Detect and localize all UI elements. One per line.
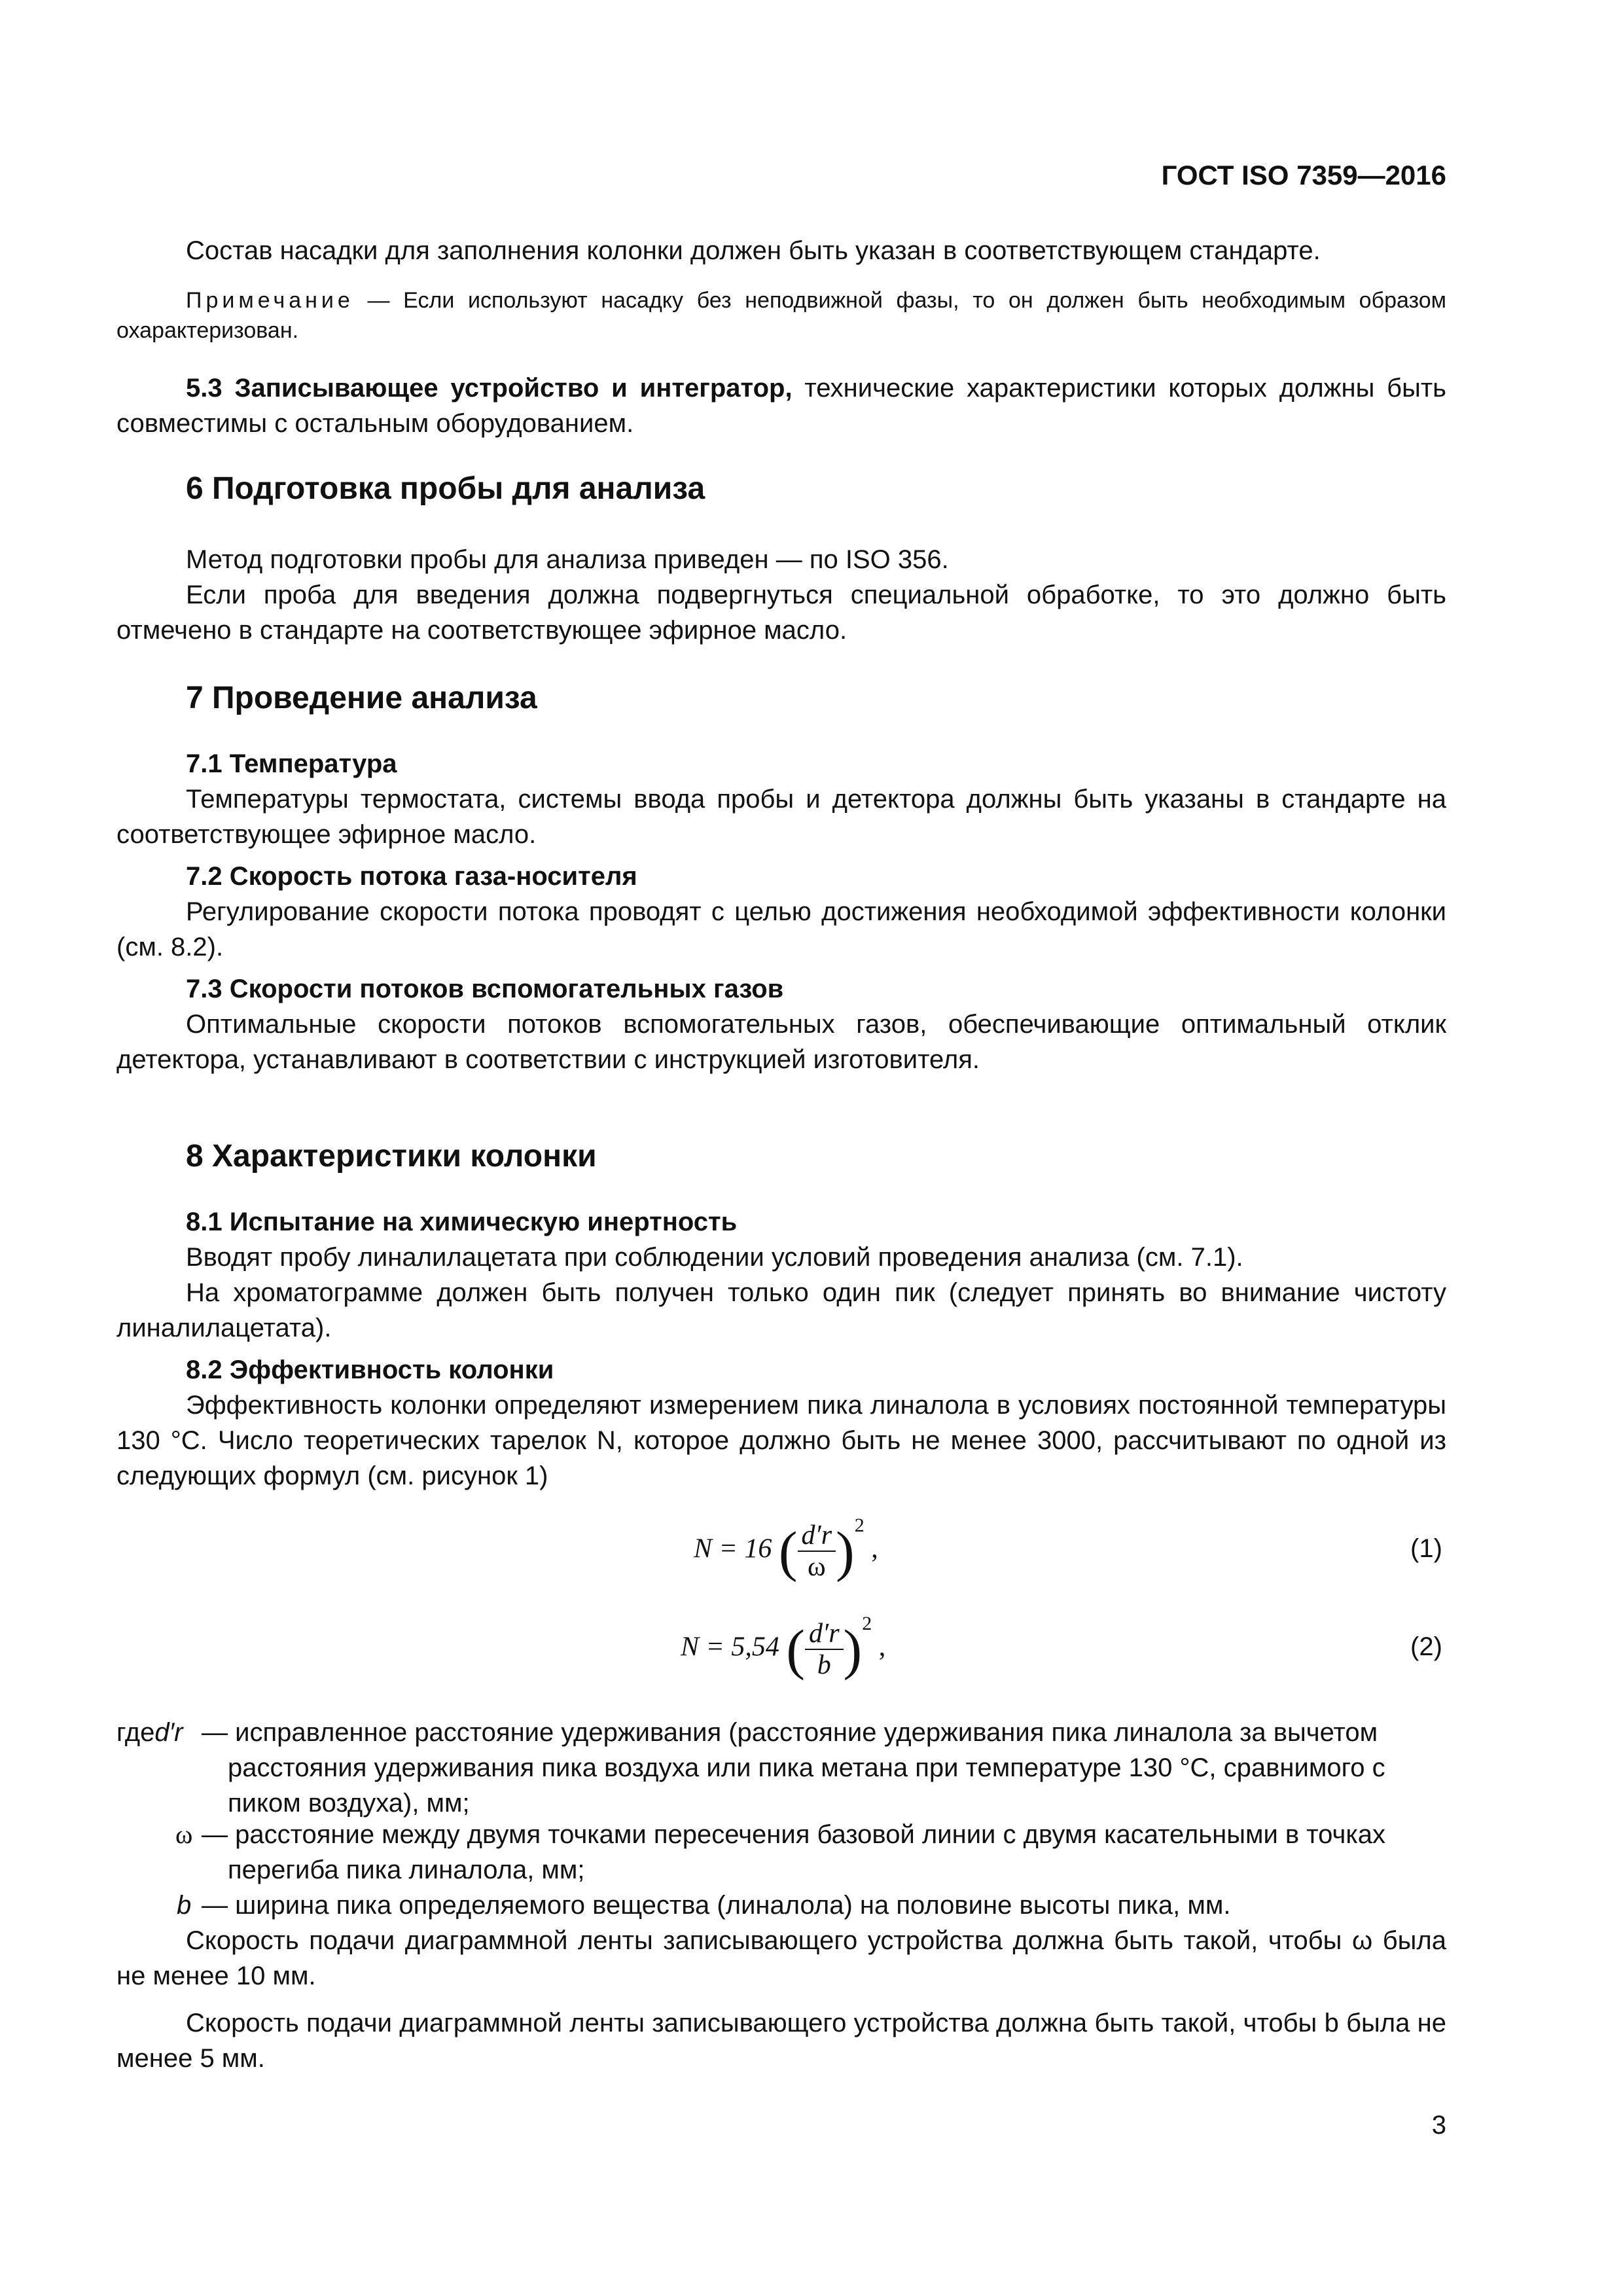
- formula-1-fraction: [798, 1520, 836, 1582]
- formula-1: N = 16 ( $\frac{d'r}{\omega}$ )$^2$ ,: [694, 1515, 878, 1583]
- closing-block: [116, 1923, 1446, 2076]
- note: [116, 285, 1446, 346]
- section-8-block: [116, 1139, 1446, 1494]
- subsection-8-1-heading: 8.1 Испытание на химическую инертность: [186, 1208, 738, 1236]
- symbol-b: b: [177, 1891, 192, 1920]
- formula-2-lhs: N = 5,54: [681, 1632, 779, 1662]
- section-5-block: [116, 233, 1446, 441]
- paragraph: На хроматограмме должен быть получен только один пик (следует принять во внимание чистоту линалилацетата).: [116, 1278, 1446, 1342]
- note-label: Примечание: [186, 288, 354, 313]
- paragraph: Вводят пробу линалилацетата при соблюдении условий проведения анализа (см. 7.1).: [186, 1243, 1243, 1272]
- formula-1-lhs: N = 16: [694, 1534, 772, 1564]
- formula-2-number: (2): [1410, 1632, 1442, 1661]
- subsection-5-3-text: технические характеристики которых должны быть совместимы с остальным оборудованием.: [116, 374, 1447, 438]
- paragraph: Температуры термостата, системы ввода пробы и детектора должны быть указаны в стандарте на соответствующее эфирное масло.: [116, 785, 1446, 849]
- symbol-omega: ω: [175, 1820, 193, 1849]
- formula-2-fraction: [805, 1619, 844, 1680]
- paragraph: Если проба для введения должна подвергнуться специальной обработке, то это должно быть отмечено в стандарте на соответствующее эфирное масло.: [116, 581, 1446, 645]
- paragraph: Состав насадки для заполнения колонки должен быть указан в соответствующем стандарте.: [186, 236, 1321, 265]
- section-6-heading: 6 Подготовка пробы для анализа: [186, 471, 705, 506]
- formula-2: N = 5,54 ( $\frac{d'r}{b}$ )$^2$ ,: [681, 1613, 886, 1681]
- paragraph: Эффективность колонки определяют измерением пика линалола в условиях постоянной температуры 130 °С. Число теоретических тарелок N, которое должно быть не менее 3000, рассчитывают по одной из следующих формул (см. рисунок 1): [116, 1391, 1446, 1490]
- formula-1-exponent: 2: [854, 1515, 865, 1536]
- formula-1-number: (1): [1410, 1534, 1442, 1563]
- subsection-5-3: [116, 370, 1446, 441]
- definition-d-text: — исправленное расстояние удерживания (расстояние удерживания пика линалола за вычетом расстояния удерживания пика воздуха или пика метана при температуре 130 °С, сравнимого с пиком воздуха), мм;: [202, 1718, 1385, 1818]
- paragraph: Метод подготовки пробы для анализа приведен — по ISO 356.: [186, 545, 949, 574]
- note-text: — Если используют насадку без неподвижной фазы, то он должен быть необходимым образом охарактеризован.: [116, 288, 1446, 343]
- formula-2-denominator: b: [817, 1650, 831, 1680]
- section-7-heading: 7 Проведение анализа: [186, 681, 537, 715]
- formula-2-tail: ,: [878, 1632, 886, 1662]
- symbol-d: d′r: [154, 1718, 183, 1747]
- formula-1-tail: ,: [871, 1534, 878, 1564]
- formula-1-denominator: ω: [807, 1552, 826, 1582]
- standard-header: ГОСТ ISO 7359—2016: [1161, 160, 1446, 190]
- paragraph: Скорость подачи диаграммной ленты записывающего устройства должна быть такой, чтобы ω была не менее 10 мм.: [116, 1926, 1446, 1990]
- paragraph: Оптимальные скорости потоков вспомогательных газов, обеспечивающие оптимальный отклик детектора, устанавливают в соответствии с инструкцией изготовителя.: [116, 1010, 1446, 1074]
- page-number: 3: [1431, 2111, 1446, 2140]
- section-8-heading: 8 Характеристики колонки: [186, 1139, 597, 1174]
- section-7-block: [116, 681, 1446, 1077]
- formula-1-numerator: d′r: [798, 1520, 836, 1552]
- subsection-7-1-heading: 7.1 Температура: [186, 749, 397, 778]
- where-label: где: [116, 1718, 155, 1747]
- definition-b-text: — ширина пика определяемого вещества (линалола) на половине высоты пика, мм.: [202, 1891, 1231, 1920]
- definition-omega-text: — расстояние между двумя точками пересечения базовой линии с двумя касательными в точках перегиба пика линалола, мм;: [202, 1820, 1385, 1884]
- formula-2-numerator: d′r: [805, 1619, 844, 1650]
- paragraph: Регулирование скорости потока проводят с целью достижения необходимой эффективности колонки (см. 8.2).: [116, 897, 1446, 961]
- subsection-8-2-heading: 8.2 Эффективность колонки: [186, 1355, 554, 1384]
- subsection-5-3-title: 5.3 Записывающее устройство и интегратор,: [186, 374, 793, 403]
- formula-2-exponent: 2: [862, 1613, 872, 1634]
- subsection-7-3-heading: 7.3 Скорости потоков вспомогательных газов: [186, 975, 784, 1003]
- subsection-7-2-heading: 7.2 Скорость потока газа-носителя: [186, 862, 637, 891]
- paragraph: Скорость подачи диаграммной ленты записывающего устройства должна быть такой, чтобы b была не менее 5 мм.: [116, 2009, 1446, 2073]
- section-6-block: [116, 471, 1446, 648]
